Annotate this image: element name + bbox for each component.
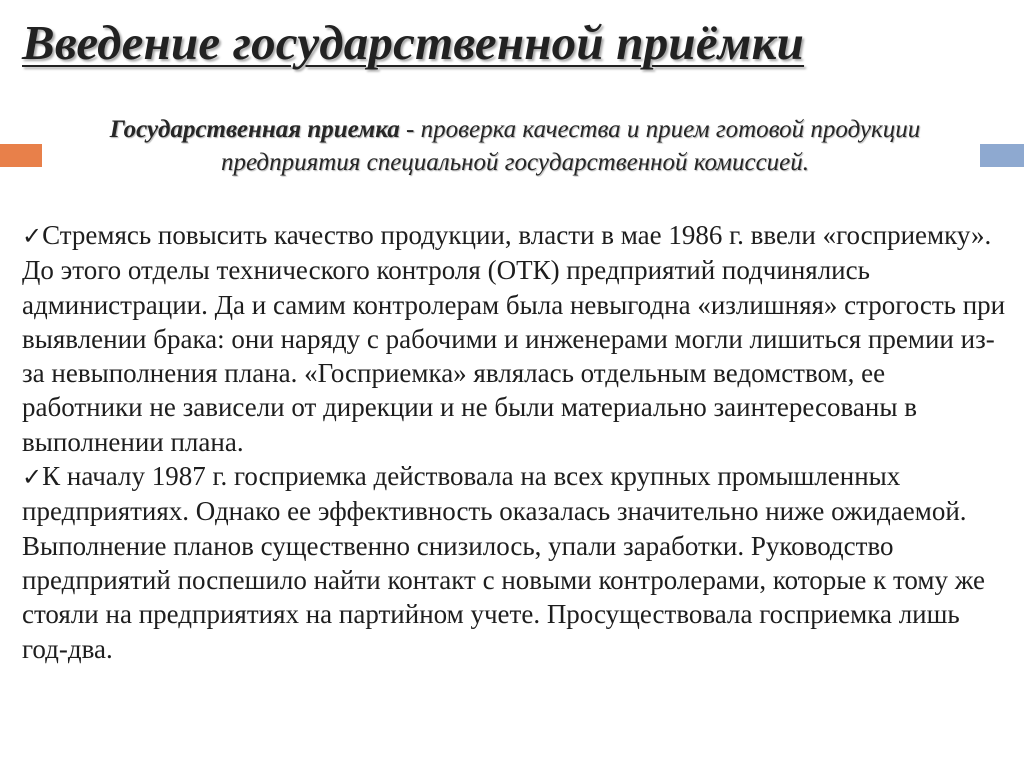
check-icon: ✓ <box>22 222 43 250</box>
definition-text <box>40 113 990 179</box>
bullet-text: Стремясь повысить качество продукции, власти в мае 1986 г. ввели «госприемку». До этого отделы технического контроля (ОТК) предприятий подчинялись администрации. Да и самим контролерам была невыгодна «излишняя» строгость при выявлении брака: они наряду с рабочими и инженерами могли лишиться премии из-за невыполнения плана. «Госприемка» являлась отдельным ведомством, ее работники не зависели от дирекции и не были материально заинтересованы в выполнении плана. <box>22 220 1006 457</box>
bullet-item <box>22 459 1007 666</box>
definition-term: Государственная приемка <box>109 116 400 143</box>
definition-rest: - проверка качества и прием готовой продукции предприятия специальной государственной комиссией. <box>220 116 921 176</box>
bullet-text: К началу 1987 г. госприемка действовала на всех крупных промышленных предприятиях. Однако ее эффективность оказалась значительно ниже ожидаемой. Выполнение планов существенно снизилось, упали заработки. Руководство предприятий поспешило найти контакт с новыми контролерами, которые к тому же стояли на предприятиях на партийном учете. Просуществовала госприемка лишь год-два. <box>22 461 986 664</box>
accent-bar-left <box>0 144 42 167</box>
bullet-item <box>22 218 1007 459</box>
check-icon: ✓ <box>22 463 43 492</box>
body-text <box>22 218 1007 666</box>
slide-title: Введение государственной приёмки <box>22 15 805 70</box>
